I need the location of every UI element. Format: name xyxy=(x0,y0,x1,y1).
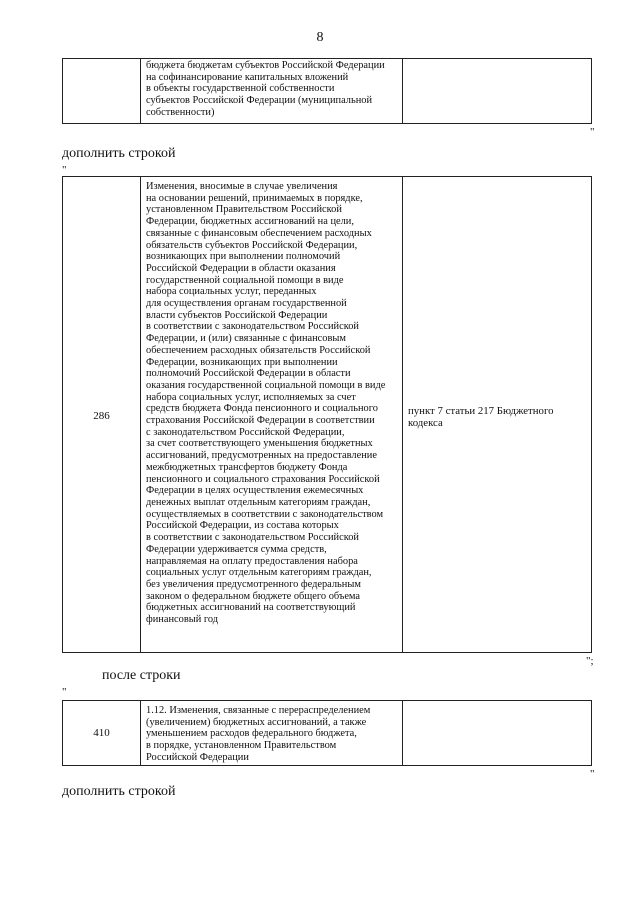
table-row-continued xyxy=(62,58,592,124)
row-basis: пункт 7 статьи 217 Бюджетного кодекса xyxy=(408,405,554,429)
instruction-add-row: дополнить строкой xyxy=(62,146,176,161)
description-cell xyxy=(140,701,403,765)
row-number: 286 xyxy=(93,410,110,422)
basis-cell xyxy=(402,59,591,123)
closing-quote: " xyxy=(590,126,595,138)
instruction-add-row: дополнить строкой xyxy=(62,784,176,799)
row-number: 410 xyxy=(93,727,110,739)
number-cell xyxy=(63,59,141,123)
opening-quote: " xyxy=(62,686,67,698)
closing-quote: " xyxy=(590,768,595,780)
description-cell xyxy=(140,177,403,652)
description-cell xyxy=(140,59,403,123)
page-number: 8 xyxy=(316,30,324,45)
closing-quote: "; xyxy=(586,655,594,667)
number-cell xyxy=(63,177,141,652)
opening-quote: " xyxy=(62,164,67,176)
basis-cell xyxy=(402,177,591,652)
instruction-after-row: после строки xyxy=(102,668,181,683)
row-description: 1.12. Изменения, связанные с перераспределением (увеличением) бюджетных ассигнований, а также уменьшением расходов федерального бюджета, в порядке, установленном Правительством Российской Федерации xyxy=(146,705,371,763)
table-row-286 xyxy=(62,176,592,653)
table-row-410 xyxy=(62,700,592,766)
row-description: бюджета бюджетам субъектов Российской Федерации на софинансирование капитальных вложений в объекты государственной собственности субъектов Российской Федерации (муниципальной собственности) xyxy=(146,60,385,118)
basis-cell xyxy=(402,701,591,765)
number-cell xyxy=(63,701,141,765)
row-description: Изменения, вносимые в случае увеличения на основании решений, принимаемых в порядке, установленном Правительством Российской Федерации, бюджетных ассигнований на цели, связанные с финансовым обеспечением расходных обязательств субъектов Российской Федерации, возникающих при выполнении полномочий Российской Федерации в области оказания государственной социальной помощи в виде набора социальных услуг, переданных для осуществления органам государственной власти субъектов Российской Федерации в соответствии с законодательством Российской Федерации, и (или) связанные с финансовым обеспечением расходных обязательств Российской Федерации, возникающих при выполнении полномочий Российской Федерации в области оказания государственной социальной помощи в виде набора социальных услуг, исполняемых за счет средств бюджета Фонда пенсионного и социального страхования Российской Федерации в соответствии с законодательством Российской Федерации, за счет соответствующего уменьшения бюджетных ассигнований, предусмотренных на предоставление межбюджетных трансфертов бюджету Фонда пенсионного и социального страхования Российской Федерации в целях осуществления ежемесячных денежных выплат отдельным категориям граждан, осуществляемых в соответствии с законодательством Российской Федерации, из состава которых в соответствии с законодательством Российской Федерации удерживается сумма средств, направляемая на оплату предоставления набора социальных услуг отдельным категориям граждан, без увеличения предусмотренного федеральным законом о федеральном бюджете общего объема бюджетных ассигнований на соответствующий финансовый год xyxy=(146,181,386,626)
